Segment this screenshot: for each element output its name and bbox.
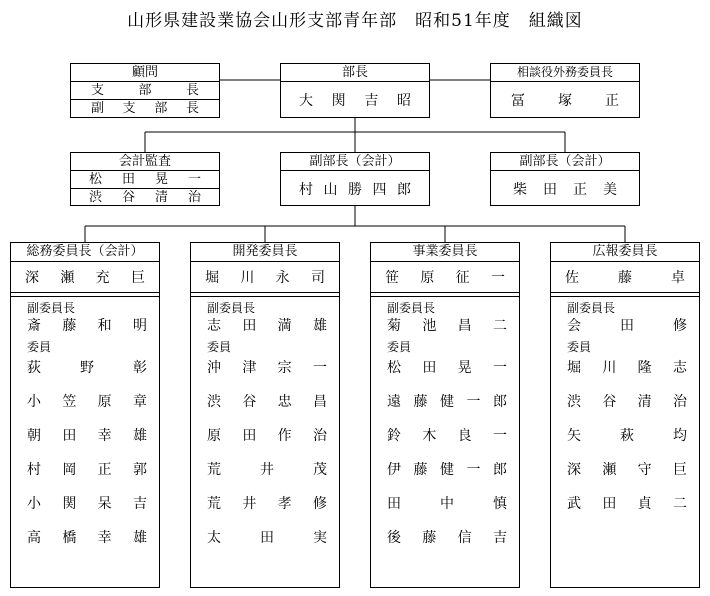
name-char: 田 (387, 496, 401, 512)
vice-chief-name-char: 勝 (348, 181, 362, 198)
name-char: 彰 (133, 360, 147, 376)
name-char: 荻 (27, 360, 41, 376)
name-char: 田 (422, 360, 437, 376)
name-char: 武 (567, 496, 581, 512)
member-name (551, 495, 699, 513)
name-char: 小 (27, 394, 41, 410)
name-char: 谷 (602, 394, 617, 410)
name-char: 関 (62, 496, 77, 512)
name-char: 司 (310, 270, 325, 286)
name-char: 小 (27, 496, 41, 512)
name-char: 正 (97, 462, 112, 478)
name-char: 田 (242, 318, 257, 334)
name-char: 隆 (637, 360, 652, 376)
department-column (190, 242, 340, 588)
vice-chief-name-char: 田 (543, 181, 557, 198)
member-name (371, 427, 519, 445)
department-members (11, 296, 159, 547)
audit-box (70, 152, 220, 206)
member-name (371, 461, 519, 479)
name-char: 瀬 (602, 462, 617, 478)
name-char: 良 (457, 428, 472, 444)
advisor-row-char: 支 (91, 83, 105, 98)
name-char: 田 (602, 496, 617, 512)
audit-name-char: 治 (187, 190, 201, 205)
member-name (11, 529, 159, 547)
member-label: 委員 (27, 340, 52, 354)
audit-row (71, 171, 219, 188)
name-char: 川 (602, 360, 617, 376)
member-name (191, 529, 339, 547)
name-char: 一 (466, 462, 481, 478)
name-char: 井 (242, 496, 257, 512)
name-char: 藤 (62, 318, 77, 334)
member-name (371, 393, 519, 411)
member-name (11, 317, 159, 335)
member-name (551, 359, 699, 377)
vice-chief-name-char: 郎 (397, 181, 411, 198)
department-column (550, 242, 700, 588)
name-char: 明 (132, 318, 147, 334)
department-members (371, 296, 519, 547)
name-char: 荒 (207, 462, 221, 478)
chief-name-char: 吉 (364, 93, 379, 109)
member-name (551, 317, 699, 335)
name-char: 野 (80, 360, 94, 376)
member-name (371, 529, 519, 547)
member-name (191, 461, 339, 479)
name-char: 中 (440, 496, 454, 512)
chief-name-char: 関 (331, 93, 346, 109)
vice-chief-name-char: 正 (573, 181, 587, 198)
name-char: 和 (97, 318, 112, 334)
audit-name-char: 晃 (154, 172, 168, 187)
name-char: 原 (97, 394, 112, 410)
audit-row (71, 188, 219, 206)
name-char: 守 (637, 462, 652, 478)
advisor-row-vice-branch-chief (71, 99, 219, 117)
name-char: 橋 (62, 530, 77, 546)
name-char: 一 (492, 360, 507, 376)
member-label: 委員 (207, 340, 232, 354)
department-header: 開発委員長 (191, 243, 339, 262)
name-char: 沖 (207, 360, 221, 376)
name-char: 満 (277, 318, 292, 334)
name-char: 修 (312, 496, 327, 512)
name-char: 幸 (97, 530, 112, 546)
name-char: 吉 (492, 530, 507, 546)
department-head-name (551, 262, 699, 293)
department-head-name (191, 262, 339, 293)
member-name (371, 359, 519, 377)
vice-chief-name-1 (281, 171, 429, 206)
name-char: 瀬 (60, 270, 75, 286)
name-char: 永 (275, 270, 290, 286)
name-char: 藤 (618, 270, 632, 286)
vice-chief-name-char: 美 (603, 181, 617, 198)
member-name (191, 393, 339, 411)
member-name (371, 495, 519, 513)
member-name (551, 461, 699, 479)
name-char: 二 (492, 318, 507, 334)
name-char: 孝 (277, 496, 292, 512)
department-head-name (11, 262, 159, 293)
name-char: 川 (240, 270, 255, 286)
name-char: 一 (490, 270, 505, 286)
name-char: 呆 (97, 496, 112, 512)
name-char: 朝 (27, 428, 41, 444)
vice-chief-name-char: 四 (372, 181, 387, 198)
name-char: 田 (62, 428, 77, 444)
name-char: 清 (637, 394, 652, 410)
name-char: 会 (567, 318, 581, 334)
name-char: 信 (457, 530, 472, 546)
name-char: 後 (387, 530, 401, 546)
vice-chief-header-2: 副部長（会計） (491, 153, 639, 171)
department-header: 総務委員長（会計） (11, 243, 159, 262)
department-members (551, 296, 699, 513)
name-char: 原 (207, 428, 221, 444)
name-char: 笹 (385, 270, 399, 286)
name-char: 高 (27, 530, 41, 546)
name-char: 志 (207, 318, 221, 334)
member-name (11, 393, 159, 411)
name-char: 鈴 (387, 428, 401, 444)
name-char: 松 (387, 360, 401, 376)
name-char: 笠 (62, 394, 77, 410)
name-char: 貞 (637, 496, 652, 512)
name-char: 雄 (312, 318, 327, 334)
consultant-name-char: 塚 (558, 93, 572, 109)
name-char: 藤 (413, 394, 428, 410)
advisor-row-branch-chief (71, 82, 219, 99)
chief-header: 部長 (281, 64, 429, 82)
name-char: 治 (672, 394, 687, 410)
name-char: 一 (312, 360, 327, 376)
name-char: 伊 (387, 462, 401, 478)
name-char: 田 (260, 530, 274, 546)
vice-chief-name-char: 村 (299, 181, 313, 198)
vice-chief-box-2 (490, 152, 640, 206)
name-char: 郭 (132, 462, 147, 478)
department-column (370, 242, 520, 588)
name-char: 一 (492, 428, 507, 444)
advisor-box (70, 63, 220, 118)
department-header: 広報委員長 (551, 243, 699, 262)
advisor-header: 顧問 (71, 64, 219, 82)
advisor-row-char: 長 (185, 83, 199, 98)
name-char: 吉 (132, 496, 147, 512)
member-label: 委員 (387, 340, 412, 354)
advisor-row-char: 長 (185, 101, 199, 116)
name-char: 池 (422, 318, 437, 334)
name-char: 佐 (565, 270, 579, 286)
name-char: 渋 (207, 394, 221, 410)
audit-name-char: 松 (89, 172, 103, 187)
advisor-row-char: 部 (154, 101, 168, 116)
name-char: 健 (440, 462, 454, 478)
name-char: 荒 (207, 496, 221, 512)
name-char: 均 (673, 428, 687, 444)
name-char: 渋 (567, 394, 581, 410)
member-label: 委員 (567, 340, 592, 354)
name-char: 津 (242, 360, 257, 376)
name-char: 修 (673, 318, 687, 334)
member-name (551, 427, 699, 445)
name-char: 木 (422, 428, 437, 444)
name-char: 堀 (567, 360, 581, 376)
vice-label: 副委員長 (567, 301, 616, 315)
member-name (11, 461, 159, 479)
name-char: 充 (95, 270, 110, 286)
department-head-name (371, 262, 519, 293)
audit-header: 会計監査 (71, 153, 219, 171)
audit-name-char: 清 (154, 190, 168, 205)
name-char: 矢 (567, 428, 581, 444)
name-char: 斎 (27, 318, 41, 334)
vice-chief-name-2 (491, 171, 639, 206)
name-char: 谷 (242, 394, 257, 410)
name-char: 深 (567, 462, 581, 478)
name-char: 健 (440, 394, 454, 410)
name-char: 章 (132, 394, 147, 410)
name-char: 堀 (205, 270, 219, 286)
member-name (11, 359, 159, 377)
vice-chief-name-char: 柴 (513, 181, 527, 198)
consultant-header: 相談役外務委員長 (491, 64, 639, 82)
vice-label: 副委員長 (387, 301, 436, 315)
audit-name-char: 谷 (121, 190, 135, 205)
member-name (191, 495, 339, 513)
vice-label: 副委員長 (207, 301, 256, 315)
audit-name-char: 渋 (89, 190, 103, 205)
name-char: 藤 (413, 462, 428, 478)
vice-chief-header-1: 副部長（会計） (281, 153, 429, 171)
audit-name-char: 一 (187, 172, 201, 187)
name-char: 晃 (457, 360, 472, 376)
name-char: 実 (313, 530, 327, 546)
chief-name-char: 大 (299, 93, 313, 109)
name-char: 菊 (387, 318, 401, 334)
name-char: 原 (420, 270, 435, 286)
name-char: 巨 (672, 462, 687, 478)
department-column (10, 242, 160, 588)
name-char: 太 (207, 530, 221, 546)
department-header: 事業委員長 (371, 243, 519, 262)
consultant-box (490, 63, 640, 118)
name-char: 萩 (620, 428, 634, 444)
name-char: 忠 (277, 394, 292, 410)
member-name (11, 427, 159, 445)
member-name (371, 317, 519, 335)
member-name (551, 393, 699, 411)
chief-box (280, 63, 430, 118)
name-char: 遠 (387, 394, 401, 410)
name-char: 郎 (493, 462, 507, 478)
name-char: 雄 (132, 428, 147, 444)
advisor-row-char: 支 (122, 101, 136, 116)
name-char: 宗 (277, 360, 292, 376)
consultant-name-char: 冨 (511, 93, 525, 109)
name-char: 昌 (457, 318, 472, 334)
vice-chief-box-1 (280, 152, 430, 206)
name-char: 雄 (132, 530, 147, 546)
vice-chief-name-char: 山 (323, 181, 338, 198)
name-char: 深 (25, 270, 39, 286)
name-char: 岡 (62, 462, 77, 478)
chief-name-char: 昭 (396, 93, 411, 109)
consultant-name-char: 正 (605, 93, 619, 109)
name-char: 征 (455, 270, 470, 286)
name-char: 巨 (130, 270, 145, 286)
vice-label: 副委員長 (27, 301, 76, 315)
name-char: 一 (466, 394, 481, 410)
audit-name-char: 田 (121, 172, 135, 187)
consultant-name (491, 82, 639, 118)
member-name (191, 359, 339, 377)
name-char: 二 (672, 496, 687, 512)
name-char: 昌 (312, 394, 327, 410)
department-members (191, 296, 339, 547)
advisor-row-char: 副 (91, 101, 105, 116)
name-char: 藤 (422, 530, 437, 546)
name-char: 慎 (493, 496, 507, 512)
name-char: 村 (27, 462, 41, 478)
name-char: 田 (620, 318, 634, 334)
name-char: 幸 (97, 428, 112, 444)
chart-title: 山形県建設業協会山形支部青年部 昭和51年度 組織図 (127, 11, 583, 31)
name-char: 治 (312, 428, 327, 444)
name-char: 田 (242, 428, 257, 444)
name-char: 井 (260, 462, 274, 478)
member-name (191, 427, 339, 445)
chief-name (281, 82, 429, 118)
name-char: 茂 (313, 462, 327, 478)
name-char: 作 (277, 428, 292, 444)
member-name (191, 317, 339, 335)
member-name (11, 495, 159, 513)
advisor-row-char: 部 (138, 83, 152, 98)
name-char: 卓 (671, 270, 685, 286)
name-char: 志 (672, 360, 687, 376)
name-char: 郎 (493, 394, 507, 410)
